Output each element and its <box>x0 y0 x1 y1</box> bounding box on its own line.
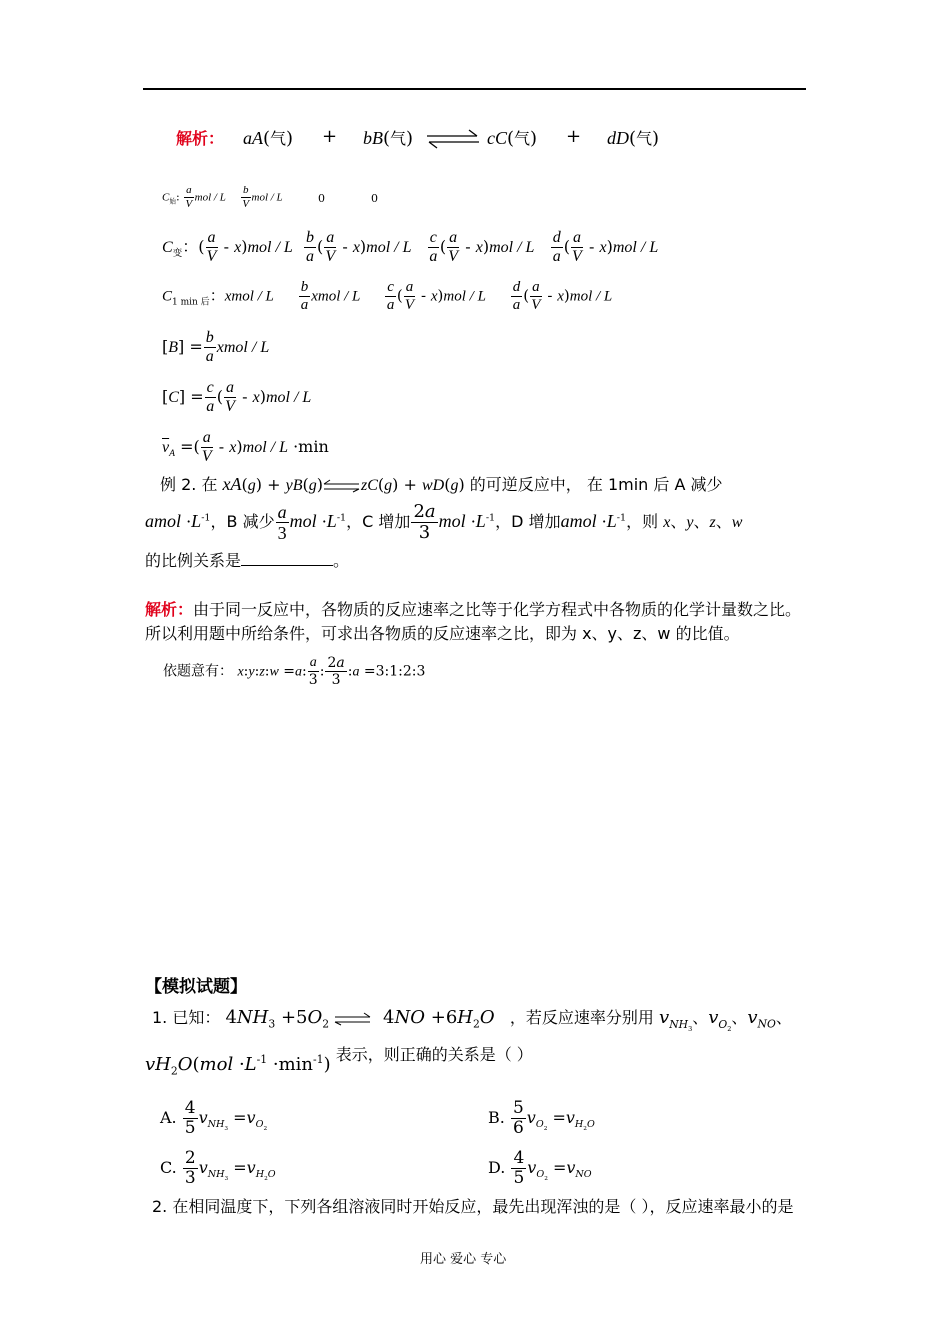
eq-term-a: aA(气) <box>243 128 294 149</box>
option-d[interactable]: D. $\frac{4}{5}$ $v_{O_2} =v_{NO}$ <box>488 1148 592 1188</box>
option-d-label: D. <box>488 1158 506 1177</box>
eq-plus-1: + <box>322 126 338 147</box>
answer-blank <box>241 551 333 566</box>
eq-term-c: cC(气) <box>487 128 538 149</box>
analysis2-line1 <box>145 598 801 622</box>
q2-text: 2. 在相同温度下，下列各组溶液同时开始反应，最先出现浑浊的是（ ），反应速率最小的是 <box>152 1197 794 1216</box>
option-a[interactable]: A. $\frac{4}{5}$ $v_{NH_3} =v_{O_2}$ <box>160 1098 268 1138</box>
q1-unit-text: 表示，则正确的关系是（ ） <box>335 1045 533 1064</box>
equilibrium-arrow <box>425 128 481 150</box>
analysis2-text1: 由于同一反应中，各物质的反应速率之比等于化学方程式中各物质的化学计量数之比。 <box>193 600 802 619</box>
option-a-label: A. <box>160 1108 177 1127</box>
row-start-c: 0 <box>318 192 325 205</box>
option-c[interactable]: C. $\frac{2}{3}$ $v_{NH_3} =v_{H_2O}$ <box>160 1148 276 1188</box>
b-concentration: [B] = $\frac{b}{a}$ xmol / L <box>162 329 270 365</box>
q1-line2: $vH_2O(mol \cdot L^{-1} \cdot\min^{-1})$ 表示，则正确的关系是（ ） <box>145 1045 533 1078</box>
footer-text: 用心 爱心 专心 <box>420 1252 507 1267</box>
example2-line2: amol $\cdot L^{-1}$，B 减少 $\frac{a}{3}$ mol $\cdot L^{-1}$，C 增加 $\frac{2a}{3}$ mol $\cdot L^{-1}$，D 增加amol $\cdot L^{-1}$，则 x、y、z、w <box>145 501 743 543</box>
row-start: $C_始$: $\frac{a}{V}$ mol / L <box>162 184 226 210</box>
analysis1-label: 解析： <box>176 129 225 148</box>
header-rule <box>143 88 806 90</box>
eq-plus-2: + <box>566 126 582 147</box>
row-after: $C_{1 min 后}$：xmol / L $\frac{b}{a}$ xmol / L $\frac{c}{a}$ ( $\frac{a}{V}$ - x)mol / L $\frac{d}{a}$ ( $\frac{a}{V}$ - x)mol / L <box>162 279 613 313</box>
analysis2-result: 依题意有： x:y:z:w =a: $\frac{a}{3}$ : $\frac{2a}{3}$ :a =3:1:2:3 <box>163 655 426 688</box>
example2-line3-end: 。 <box>333 551 350 570</box>
example2-line1: 例 2. 在 xA(g) + yB(g) zC(g) + wD(g) 的可逆反应中， 在 1min 后 A 减少 <box>160 474 723 494</box>
q1-arrow <box>334 1012 372 1026</box>
example2-line3-text: 的比例关系是 <box>145 551 242 570</box>
section-title: 【模拟试题】 <box>145 977 247 997</box>
analysis2-label: 解析： <box>145 600 194 619</box>
q1-mid: ，若反应速率分别用 <box>509 1008 654 1027</box>
q1-line1: 1. 已知： $4NH_3 +5O_2$ $4NO +6H_2O$ ，若反应速率分别用 $v_{NH_3}$、$v_{O_2}$、$v_{NO}$、 <box>152 1007 792 1033</box>
row-start-b: $\frac{b}{V}$ mol / L <box>242 184 283 210</box>
row-start-d: 0 <box>371 192 378 205</box>
example2-line3 <box>145 549 349 573</box>
c-concentration: [C] = $\frac{c}{a}$ ( $\frac{a}{V}$ - x)mol / L <box>162 379 312 415</box>
eq-term-d: dD(气) <box>607 128 660 149</box>
result-prefix: 依题意有： <box>163 663 233 680</box>
analysis1-line <box>176 126 224 149</box>
option-b-label: B. <box>488 1108 505 1127</box>
q1-prefix: 1. 已知： <box>152 1008 221 1027</box>
row-change: $C_变$：( $\frac{a}{V}$ - x)mol / L $\frac{b}{a}$ ( $\frac{a}{V}$ - x)mol / L $\frac{c}{a}$ ( $\frac{a}{V}$ - x)mol / L $\frac{d}{a}$ ( $\frac{a}{V}$ - x)mol / L <box>162 229 659 265</box>
option-c-label: C. <box>160 1158 177 1177</box>
option-b[interactable]: B. $\frac{5}{6}$ $v_{O_2} =v_{H_2O}$ <box>488 1098 595 1138</box>
example2-after: 的可逆反应中， 在 1min 后 A 减少 <box>469 475 723 494</box>
va-rate: $v_A$ =( $\frac{a}{V}$ - x)mol / L ·min <box>162 429 329 465</box>
example2-lead: 例 2. 在 <box>160 475 218 494</box>
eq-term-b: bB(气) <box>363 128 414 149</box>
example2-arrow <box>323 479 361 493</box>
analysis2-text2: 所以利用题中所给条件，可求出各物质的反应速率之比，即为 x、y、z、w 的比值。 <box>145 624 740 643</box>
